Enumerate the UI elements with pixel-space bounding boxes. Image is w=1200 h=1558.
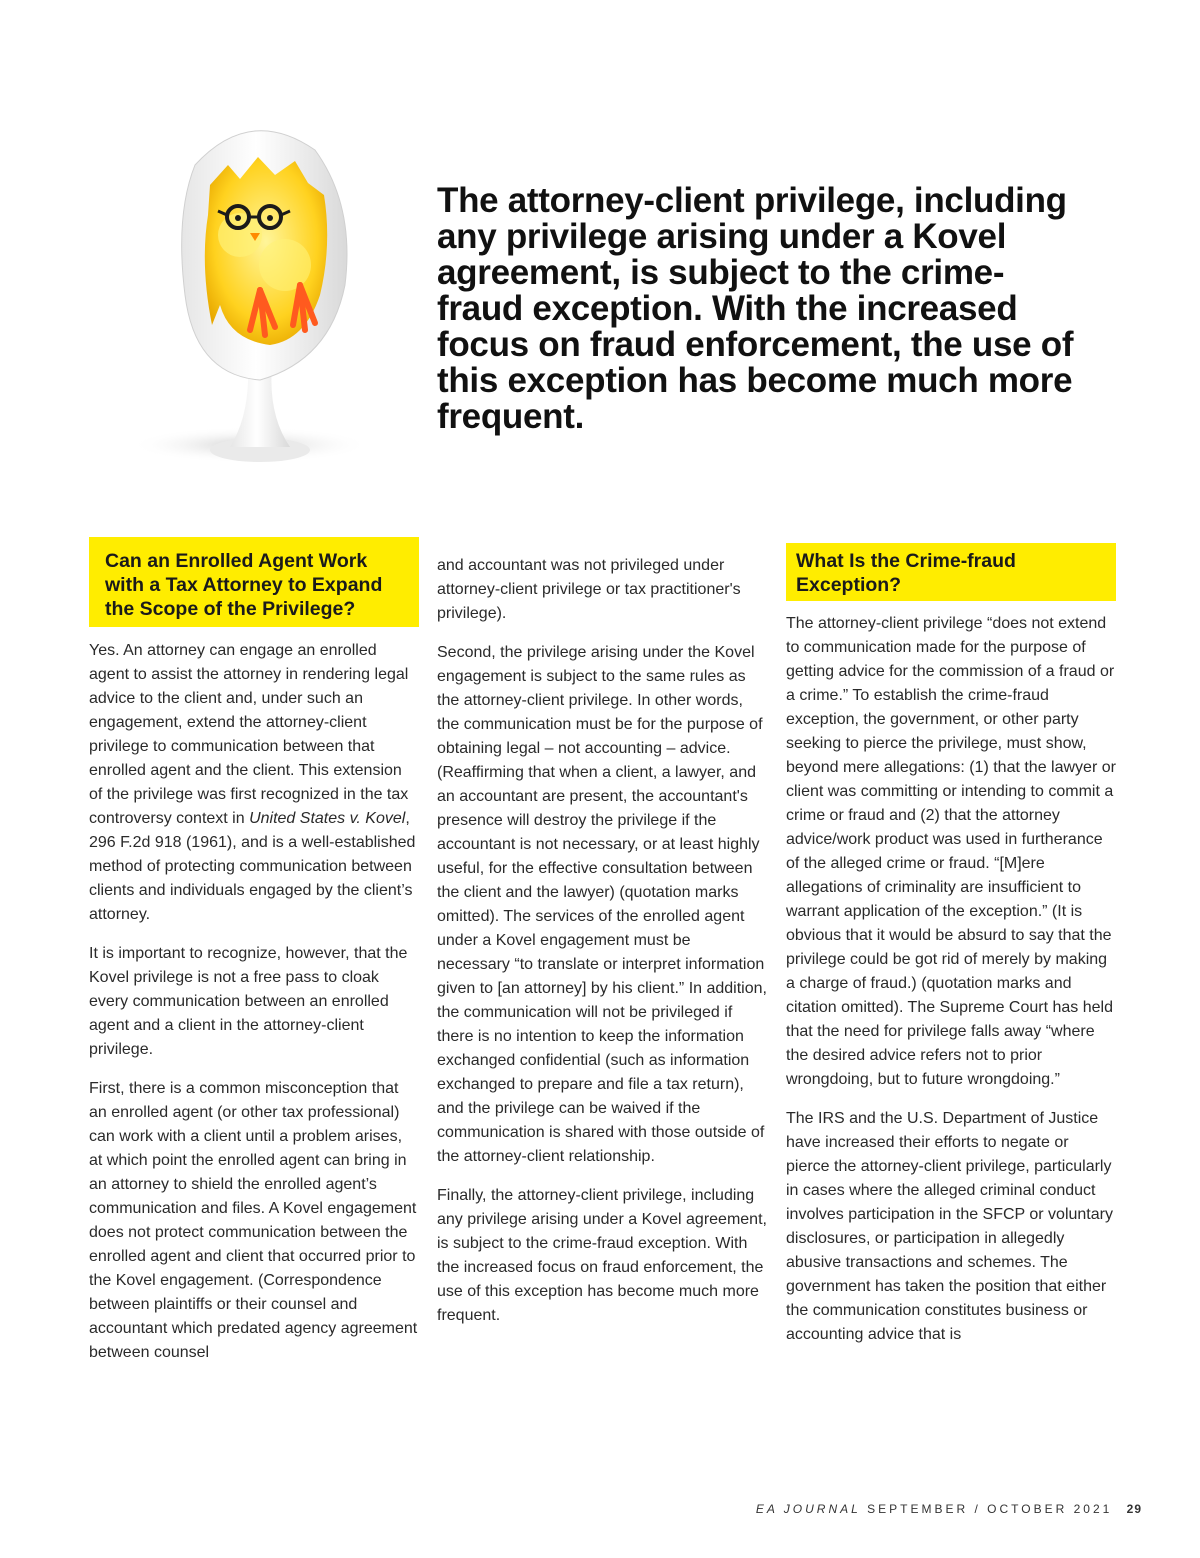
paragraph-text: , 296 F.2d 918 (1961), and is a well-established method of protecting communication between clients and individuals engaged by the client’s attorney. xyxy=(89,810,416,923)
page-footer xyxy=(756,1502,1142,1516)
paragraph: It is important to recognize, however, that the Kovel privilege is not a free pass to cloak every communication between an enrolled agent and a client in the attorney-client privilege. xyxy=(89,945,408,1058)
paragraph: The IRS and the U.S. Department of Justice have increased their efforts to negate or pierce the attorney-client privilege, particularly in cases where the alleged criminal conduct involves participation in the SFCP or voluntary disclosures, or participation in allegedly abusive transactions and schemes. The government has taken the position that either the communication constitutes business or accounting advice that is xyxy=(786,1110,1113,1343)
chick-in-egg-illustration xyxy=(100,95,420,475)
section-heading-crime-fraud: What Is the Crime-fraud Exception? xyxy=(786,543,1116,601)
section-heading-enrolled-agent: Can an Enrolled Agent Work with a Tax Attorney to Expand the Scope of the Privilege? xyxy=(89,537,419,627)
column-2 xyxy=(437,554,767,1343)
paragraph: First, there is a common misconception that an enrolled agent (or other tax professional) can work with a client until a problem arises, at which point the enrolled agent can bring in an attorney to shield the enrolled agent’s communication and files. A Kovel engagement does not protect communication between the enrolled agent and client that occurred prior to the Kovel engagement. (Correspondence between plaintiffs or their counsel and accountant which predated agency agreement between counsel xyxy=(89,1080,418,1361)
column-1 xyxy=(89,537,419,1380)
paragraph: Finally, the attorney-client privilege, including any privilege arising under a Kovel agreement, is subject to the crime-fraud exception. With the increased focus on fraud enforcement, the use of this exception has become much more frequent. xyxy=(437,1187,767,1324)
column-3 xyxy=(786,543,1116,1362)
case-citation: United States v. Kovel xyxy=(249,810,406,827)
paragraph-text: Yes. An attorney can engage an enrolled agent to assist the attorney in rendering legal advice to the client and, under such an engagement, extend the attorney-client privilege to communication between that enrolled agent and the client. This extension of the privilege was first recognized in the tax controversy context in xyxy=(89,642,409,827)
paragraph: Second, the privilege arising under the Kovel engagement is subject to the same rules as the attorney-client privilege. In other words, the communication must be for the purpose of obtaining legal – not accounting – advice. (Reaffirming that when a client, a lawyer, and an accountant are present, the accountant's presence will destroy the privilege if the accountant is not necessary, or at least highly useful, for the effective consultation between the client and the lawyer) (quotation marks omitted). The services of the enrolled agent under a Kovel engagement must be necessary “to translate or interpret information given to [an attorney] by his client.” In addition, the communication will not be privileged if there is no intention to keep the information exchanged confidential (such as information exchanged to prepare and file a tax return), and the privilege can be waived if the communication is shared with those outside of the attorney-client relationship. xyxy=(437,644,767,1165)
paragraph: The attorney-client privilege “does not extend to communication made for the purpose of getting advice for the commission of a fraud or a crime.” To establish the crime-fraud exception, the government, or other party seeking to pierce the privilege, must show, beyond mere allegations: (1) that the lawyer or client was committing or intending to commit a crime or fraud and (2) that the attorney advice/work product was used in furtherance of the alleged crime or fraud. “[M]ere allegations of criminality are insufficient to warrant application of the exception.” (It is obvious that it would be absurd to say that the privilege could be got rid of merely by making a charge of fraud.) (quotation marks and citation omitted). The Supreme Court has held that the need for privilege falls away “where the desired advice refers not to prior wrongdoing, but to future wrongdoing.” xyxy=(786,615,1116,1088)
paragraph: and accountant was not privileged under attorney-client privilege or tax practitioner's privilege). xyxy=(437,557,741,622)
page-number: 29 xyxy=(1126,1502,1142,1516)
issue-date: SEPTEMBER / OCTOBER 2021 xyxy=(867,1502,1113,1516)
paragraph xyxy=(89,639,419,927)
pull-quote: The attorney-client privilege, including any privilege arising under a Kovel agreement, is subject to the crime-fraud exception. With the increased focus on fraud enforcement, the use of this exception has become much more frequent. xyxy=(437,181,1074,436)
journal-name: EA JOURNAL xyxy=(755,1502,861,1516)
